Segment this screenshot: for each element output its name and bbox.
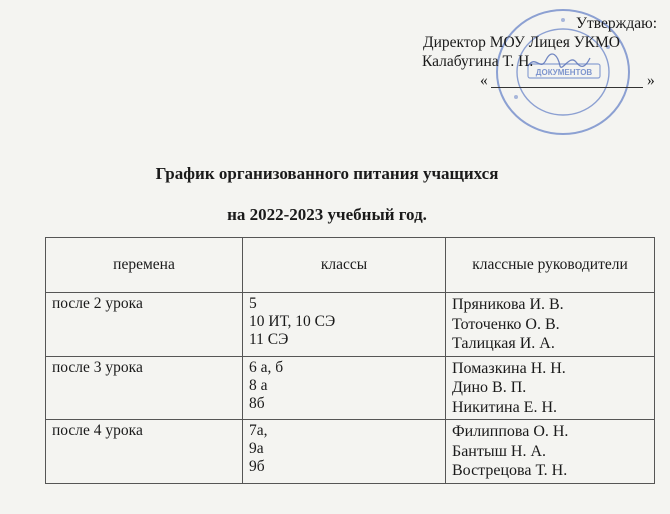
class-item: 5 [249,295,257,312]
header-break: перемена [46,238,243,293]
leader-name: Филиппова О. Н. [452,423,569,440]
approval-position: Директор МОУ Лицея УКМО [423,34,620,51]
class-item: 6 а, б [249,358,284,376]
table-header-row [46,238,655,293]
class-item: 9б [249,458,265,475]
break-cell: после 3 урока [46,356,243,420]
stamp-text: ДОКУМЕНТОВ [535,68,593,77]
header-classes: классы [243,238,446,293]
leader-name: Пряникова И. В. [452,296,564,313]
table-row [46,293,655,357]
leader-name: Бантыш Н. А. [452,442,547,460]
leader-name: Никитина Е. Н. [452,398,557,416]
class-item: 10 ИТ, 10 СЭ [249,313,336,330]
table-row [46,356,655,420]
document-title: График организованного питания учащихся [155,164,499,183]
class-item: 9а [249,440,264,457]
leaders-cell [446,420,655,484]
class-item: 7а, [249,422,268,439]
leader-name: Дино В. П. [452,379,527,396]
header-leaders: классные руководители [446,238,655,293]
close-quote: » [647,72,655,89]
date-blank-line [491,87,643,88]
classes-cell [243,356,446,420]
classes-cell [243,293,446,357]
break-cell: после 4 урока [46,420,243,484]
leaders-cell [446,293,655,357]
document-subtitle: на 2022-2023 учебный год. [227,205,427,224]
approval-name: Калабугина Т. Н. [422,53,534,70]
leader-name: Талицкая И. А. [452,335,555,352]
class-item: 11 СЭ [249,331,289,348]
classes-cell [243,420,446,484]
leader-name: Тоточенко О. В. [452,315,560,333]
table-row [46,420,655,484]
schedule-table [45,237,655,484]
leaders-cell [446,356,655,420]
approval-block [395,14,665,90]
class-item: 8б [249,394,265,412]
leader-name: Вострецова Т. Н. [452,462,568,479]
break-cell: после 2 урока [46,293,243,357]
class-item: 8 а [249,376,268,394]
leader-name: Помазкина Н. Н. [452,359,566,377]
approval-date-line [395,71,665,90]
open-quote: « [480,72,488,89]
approval-heading: Утверждаю: [576,15,657,32]
